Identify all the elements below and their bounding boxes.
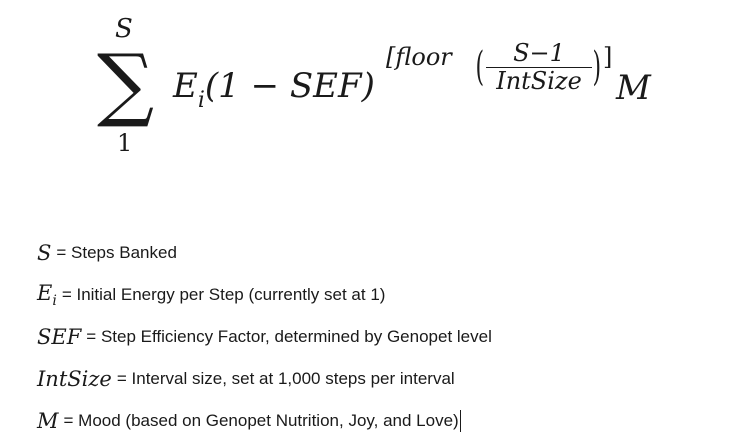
definition-symbol — [37, 241, 51, 265]
energy-subscript: i — [197, 88, 205, 113]
text-cursor — [460, 410, 461, 432]
symbol-main: S — [37, 241, 52, 265]
definition-interval-size — [37, 358, 737, 400]
definition-initial-energy — [37, 274, 737, 316]
floor-paren-left: ( — [475, 44, 485, 90]
mood-multiplier: M — [616, 68, 651, 108]
definition-text: = Mood (based on Genopet Nutrition, Joy, and Love) — [63, 411, 459, 430]
definition-text: = Step Efficiency Factor, determined by Genopet level — [86, 327, 492, 346]
formula-term — [173, 64, 375, 123]
definition-symbol — [37, 281, 57, 309]
symbol-main: M — [37, 409, 59, 433]
definition-mood — [37, 400, 737, 442]
symbol-main: SEF — [37, 325, 82, 349]
floor-paren-right: ) — [592, 44, 602, 90]
exponent-bracket-close: ] — [603, 43, 613, 71]
definition-text: = Steps Banked — [56, 243, 177, 262]
fraction-denominator: IntSize — [496, 67, 582, 95]
symbol-subscript: i — [52, 293, 57, 309]
definition-symbol — [37, 325, 81, 349]
definition-text: = Initial Energy per Step (currently set at 1) — [61, 285, 386, 304]
energy-symbol: E — [173, 66, 198, 106]
sum-lower-limit: 1 — [117, 129, 133, 157]
definition-text: = Interval size, set at 1,000 steps per interval — [116, 369, 455, 388]
formula-base: (1 − SEF) — [204, 66, 375, 106]
exponent-floor: [floor — [386, 43, 452, 71]
definition-step-efficiency — [37, 316, 737, 358]
sum-upper-limit: S — [115, 14, 133, 44]
summation-sign: ∑ — [97, 37, 155, 130]
definition-symbol — [37, 409, 59, 433]
definitions-list — [37, 232, 737, 442]
exponent-fraction — [486, 40, 592, 94]
energy-formula — [0, 0, 745, 170]
definition-symbol — [37, 367, 112, 391]
definition-steps-banked — [37, 232, 737, 274]
symbol-main: IntSize — [37, 367, 112, 391]
fraction-numerator: S−1 — [486, 40, 592, 68]
symbol-main: E — [37, 281, 53, 305]
